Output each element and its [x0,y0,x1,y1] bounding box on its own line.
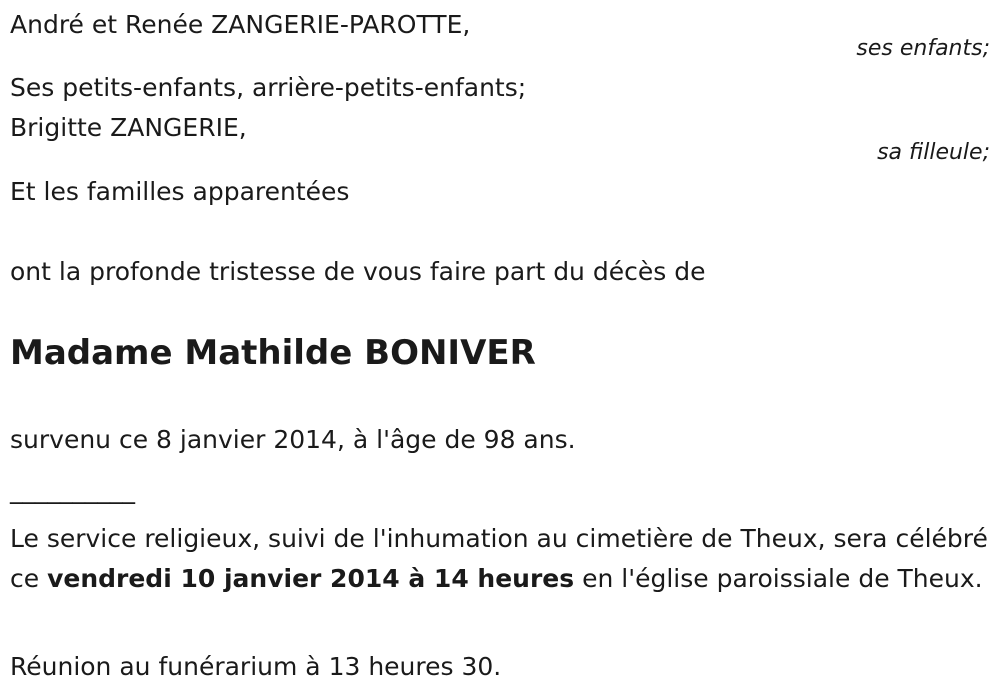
service-paragraph [10,519,990,599]
family-line-relatives: Et les familles apparentées [10,177,350,206]
family-role-children: ses enfants; [856,36,990,61]
service-text-part1: Le service religieux, suivi de l'inhumation au cimetière de Theux, sera célébré ce [10,524,988,593]
announcement-text: ont la profonde tristesse de vous faire part du décès de [10,257,706,286]
gathering-info: Réunion au funérarium à 13 heures 30. [10,652,502,681]
family-line-children: André et Renée ZANGERIE-PAROTTE, [10,10,471,39]
service-text-part2: en l'église paroissiale de Theux. [574,564,983,593]
deceased-name: Madame Mathilde BONIVER [10,333,536,373]
service-datetime: vendredi 10 janvier 2014 à 14 heures [47,564,575,593]
family-line-goddaughter: Brigitte ZANGERIE, [10,113,247,142]
separator-line: __________ [10,475,135,504]
family-line-grandchildren: Ses petits-enfants, arrière-petits-enfants; [10,73,527,102]
death-info: survenu ce 8 janvier 2014, à l'âge de 98 ans. [10,425,576,454]
family-role-goddaughter: sa filleule; [877,140,990,165]
